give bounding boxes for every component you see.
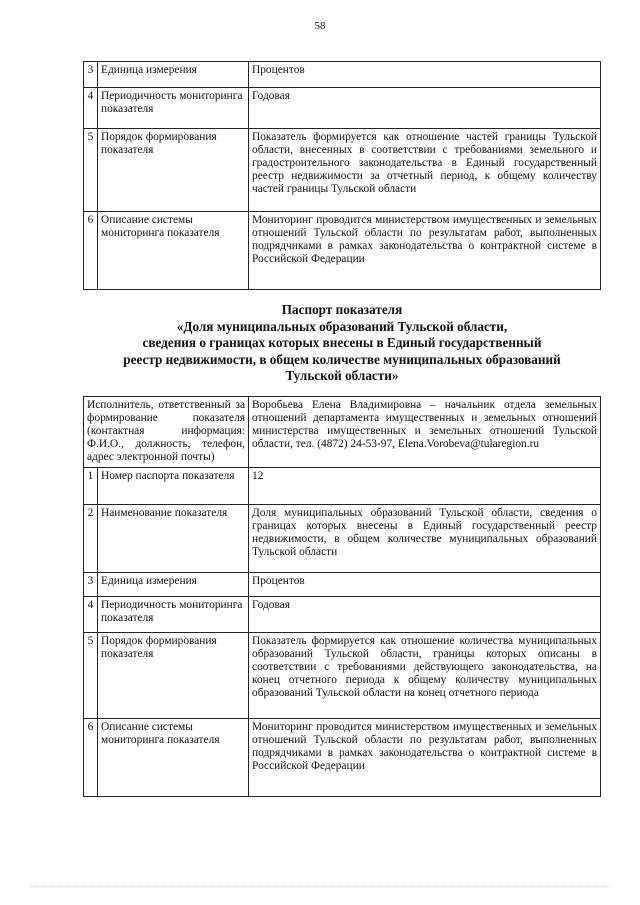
- row-number: 1: [84, 468, 98, 505]
- row-value: Процентов: [249, 573, 601, 597]
- table-row: [84, 88, 601, 129]
- row-number: 4: [84, 597, 98, 633]
- table-row: [84, 633, 601, 719]
- row-number: 5: [84, 129, 98, 212]
- heading-line: Паспорт показателя: [281, 302, 403, 317]
- row-value: 12: [249, 468, 601, 505]
- row-value: Показатель формируется как отношение количества муниципальных образований Тульской области, границы которых описаны в соответствии с требованиями действующего законодательства, на конец отчетного периода к общему количеству муниципальных образований Тульской области на конец отчетного периода: [249, 633, 601, 719]
- indicator-passport-table: [83, 396, 601, 797]
- passport-heading: [80, 302, 604, 385]
- table-row: [84, 597, 601, 633]
- heading-line: «Доля муниципальных образований Тульской области,: [176, 318, 508, 334]
- row-number: 2: [84, 505, 98, 573]
- row-label: Описание системы мониторинга показателя: [98, 212, 249, 290]
- row-label: Порядок формирования показателя: [98, 633, 249, 719]
- row-label: Периодичность мониторинга показателя: [98, 88, 249, 129]
- row-value: Мониторинг проводится министерством имущественных и земельных отношений Тульской области по результатам работ, выполненных подрядчиками в рамках законодательства о контрактной системе в Российской Федерации: [249, 719, 601, 797]
- executor-row: [84, 397, 601, 468]
- row-value: Процентов: [249, 62, 601, 88]
- row-value: Мониторинг проводится министерством имущественных и земельных отношений Тульской области по результатам работ, выполненных подрядчиками в рамках законодательства о контрактной системе в Российской Федерации: [249, 212, 601, 290]
- row-number: 4: [84, 88, 98, 129]
- page-number: 58: [314, 20, 326, 32]
- heading-line: реестр недвижимости, в общем количестве муниципальных образований: [123, 351, 561, 367]
- executor-label: Исполнитель, ответственный за формирование показателя (контактная информация: Ф.И.О., должность, телефон, адрес электронной почты): [84, 397, 249, 468]
- heading-line: Тульской области»: [285, 368, 399, 383]
- indicator-table-continued: [83, 61, 601, 290]
- row-label: Порядок формирования показателя: [98, 129, 249, 212]
- row-number: 3: [84, 62, 98, 88]
- row-label: Единица измерения: [98, 62, 249, 88]
- scan-artifact-line: [30, 886, 610, 889]
- row-value: Показатель формируется как отношение частей границы Тульской области, внесенных в соответствии с требованиями земельного и градостроительного законодательства в Единый государственный реестр недвижимости за отчетный период, к общему количеству частей границы Тульской области: [249, 129, 601, 212]
- row-value: Годовая: [249, 597, 601, 633]
- row-label: Периодичность мониторинга показателя: [98, 597, 249, 633]
- heading-line: сведения о границах которых внесены в Единый государственный: [142, 335, 542, 350]
- table-row: [84, 573, 601, 597]
- row-label: Единица измерения: [98, 573, 249, 597]
- row-label: Номер паспорта показателя: [98, 468, 249, 505]
- row-number: 6: [84, 212, 98, 290]
- table-row: [84, 62, 601, 88]
- table-row: [84, 468, 601, 505]
- executor-value: Воробьева Елена Владимировна – начальник отдела земельных отношений департамента имущественных и земельных отношений министерства имущественных и земельных отношений Тульской области, тел. (4872) 24-53-97, Elena.Vorobeva@tularegion.ru: [249, 397, 601, 468]
- row-number: 6: [84, 719, 98, 797]
- row-value: Доля муниципальных образований Тульской области, сведения о границах которых внесены в Единый государственный реестр недвижимости, в общем количестве муниципальных образований Тульской области: [249, 505, 601, 573]
- table-row: [84, 505, 601, 573]
- row-number: 3: [84, 573, 98, 597]
- row-value: Годовая: [249, 88, 601, 129]
- row-label: Наименование показателя: [98, 505, 249, 573]
- row-label: Описание системы мониторинга показателя: [98, 719, 249, 797]
- row-number: 5: [84, 633, 98, 719]
- table-row: [84, 212, 601, 290]
- table-row: [84, 719, 601, 797]
- table-row: [84, 129, 601, 212]
